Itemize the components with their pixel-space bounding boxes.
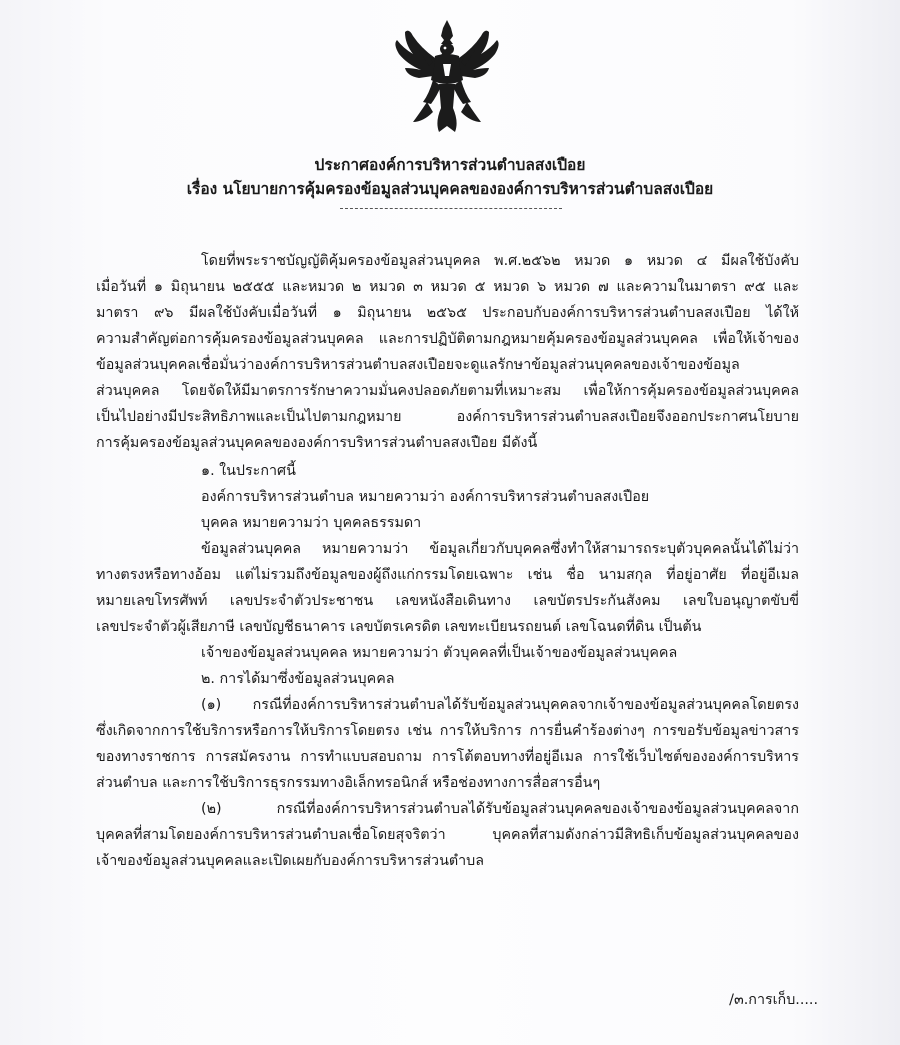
paragraph-line: ข้อมูลส่วนบุคคลเชื่อมั่นว่าองค์การบริหารส่วนตำบลสงเปือยจะดูแลรักษาข้อมูลส่วนบุคคลของเจ้าของข้อมูล xyxy=(96,357,740,373)
paragraph-line: บุคคลที่สามโดยองค์การบริหารส่วนตำบลเชื่อโดยสุจริตว่า บุคคลที่สามดังกล่าวมีสิทธิเก็บข้อมูลส่วนบุคคลของ xyxy=(96,827,799,843)
paragraph-line: มาตรา ๙๖ มีผลใช้บังคับเมื่อวันที่ ๑ มิถุนายน ๒๕๖๕ ประกอบกับองค์การบริหารส่วนตำบลสงเปือย ได้ให้ xyxy=(96,305,799,321)
definition-line: เจ้าของข้อมูลส่วนบุคคล หมายความว่า ตัวบุคคลที่เป็นเจ้าของข้อมูลส่วนบุคคล xyxy=(201,645,678,661)
definition-line: บุคคล หมายความว่า บุคคลธรรมดา xyxy=(201,515,422,531)
paragraph-line: เจ้าของข้อมูลส่วนบุคคลและเปิดเผยกับองค์การบริหารส่วนตำบล xyxy=(96,853,484,869)
section-2-heading: ๒. การได้มาซึ่งข้อมูลส่วนบุคคล xyxy=(201,671,395,687)
definition-line: องค์การบริหารส่วนตำบล หมายความว่า องค์การบริหารส่วนตำบลสงเปือย xyxy=(201,489,650,505)
paragraph-line: ทางตรงหรือทางอ้อม แต่ไม่รวมถึงข้อมูลของผู้ถึงแก่กรรมโดยเฉพาะ เช่น ชื่อ นามสกุล ที่อยู่อาศัย ที่อยู่อีเมล xyxy=(96,567,799,583)
paragraph-line: ความสำคัญต่อการคุ้มครองข้อมูลส่วนบุคคล และการปฏิบัติตามกฎหมายคุ้มครองข้อมูลส่วนบุคคล เพื่อให้เจ้าของ xyxy=(96,331,799,347)
paragraph-line: ของทางราชการ การสมัครงาน การทำแบบสอบถาม การโต้ตอบทางที่อยู่อีเมล การใช้เว็บไซต์ขององค์การบริหาร xyxy=(96,749,799,765)
paragraph-line: ส่วนตำบล และการใช้บริการธุรกรรมทางอิเล็กทรอนิกส์ หรือช่องทางการสื่อสารอื่นๆ xyxy=(96,775,601,791)
paragraph-line: เป็นไปอย่างมีประสิทธิภาพและเป็นไปตามกฎหมาย องค์การบริหารส่วนตำบลสงเปือยจึงออกประกาศนโยบาย xyxy=(96,409,799,425)
continuation-note: /๓.การเก็บ..... xyxy=(729,992,818,1008)
garuda-emblem-icon xyxy=(383,18,511,136)
section-1-heading: ๑. ในประกาศนี้ xyxy=(201,463,296,479)
announcement-title: ประกาศองค์การบริหารส่วนตำบลสงเปือย xyxy=(314,156,586,174)
paragraph-line: (๑) กรณีที่องค์การบริหารส่วนตำบลได้รับข้อมูลส่วนบุคคลจากเจ้าของข้อมูลส่วนบุคคลโดยตรง xyxy=(201,697,799,713)
definition-line: ข้อมูลส่วนบุคคล หมายความว่า ข้อมูลเกี่ยวกับบุคคลซึ่งทำให้สามารถระบุตัวบุคคลนั้นได้ไม่ว่า xyxy=(201,541,799,557)
paragraph-line: ส่วนบุคคล โดยจัดให้มีมาตรการรักษาความมั่นคงปลอดภัยตามที่เหมาะสม เพื่อให้การคุ้มครองข้อมูลส่วนบุคคล xyxy=(96,383,799,399)
paragraph-line: (๒) กรณีที่องค์การบริหารส่วนตำบลได้รับข้อมูลส่วนบุคคลของเจ้าของข้อมูลส่วนบุคคลจาก xyxy=(201,801,799,817)
paragraph-line: เมื่อวันที่ ๑ มิถุนายน ๒๕๕๕ และหมวด ๒ หมวด ๓ หมวด ๕ หมวด ๖ หมวด ๗ และความในมาตรา ๙๕ และ xyxy=(96,279,799,295)
paragraph-line: โดยที่พระราชบัญญัติคุ้มครองข้อมูลส่วนบุคคล พ.ศ.๒๕๖๒ หมวด ๑ หมวด ๔ มีผลใช้บังคับ xyxy=(201,253,799,269)
paragraph-line: เลขประจำตัวผู้เสียภาษี เลขบัญชีธนาคาร เลขบัตรเครดิต เลขทะเบียนรถยนต์ เลขโฉนดที่ดิน เป็นต้น xyxy=(96,619,702,635)
paragraph-line: ซึ่งเกิดจากการใช้บริการหรือการให้บริการโดยตรง เช่น การให้บริการ การยื่นคำร้องต่างๆ การขอรับข้อมูลข่าวสาร xyxy=(96,723,799,739)
paragraph-line: หมายเลขโทรศัพท์ เลขประจำตัวประชาชน เลขหนังสือเดินทาง เลขบัตรประกันสังคม เลขใบอนุญาตขับขี่ xyxy=(96,593,799,609)
paragraph-line: การคุ้มครองข้อมูลส่วนบุคคลขององค์การบริหารส่วนตำบลสงเปือย มีดังนี้ xyxy=(96,435,538,451)
title-divider xyxy=(340,208,562,209)
announcement-subject: เรื่อง นโยบายการคุ้มครองข้อมูลส่วนบุคคลขององค์การบริหารส่วนตำบลสงเปือย xyxy=(186,180,714,198)
